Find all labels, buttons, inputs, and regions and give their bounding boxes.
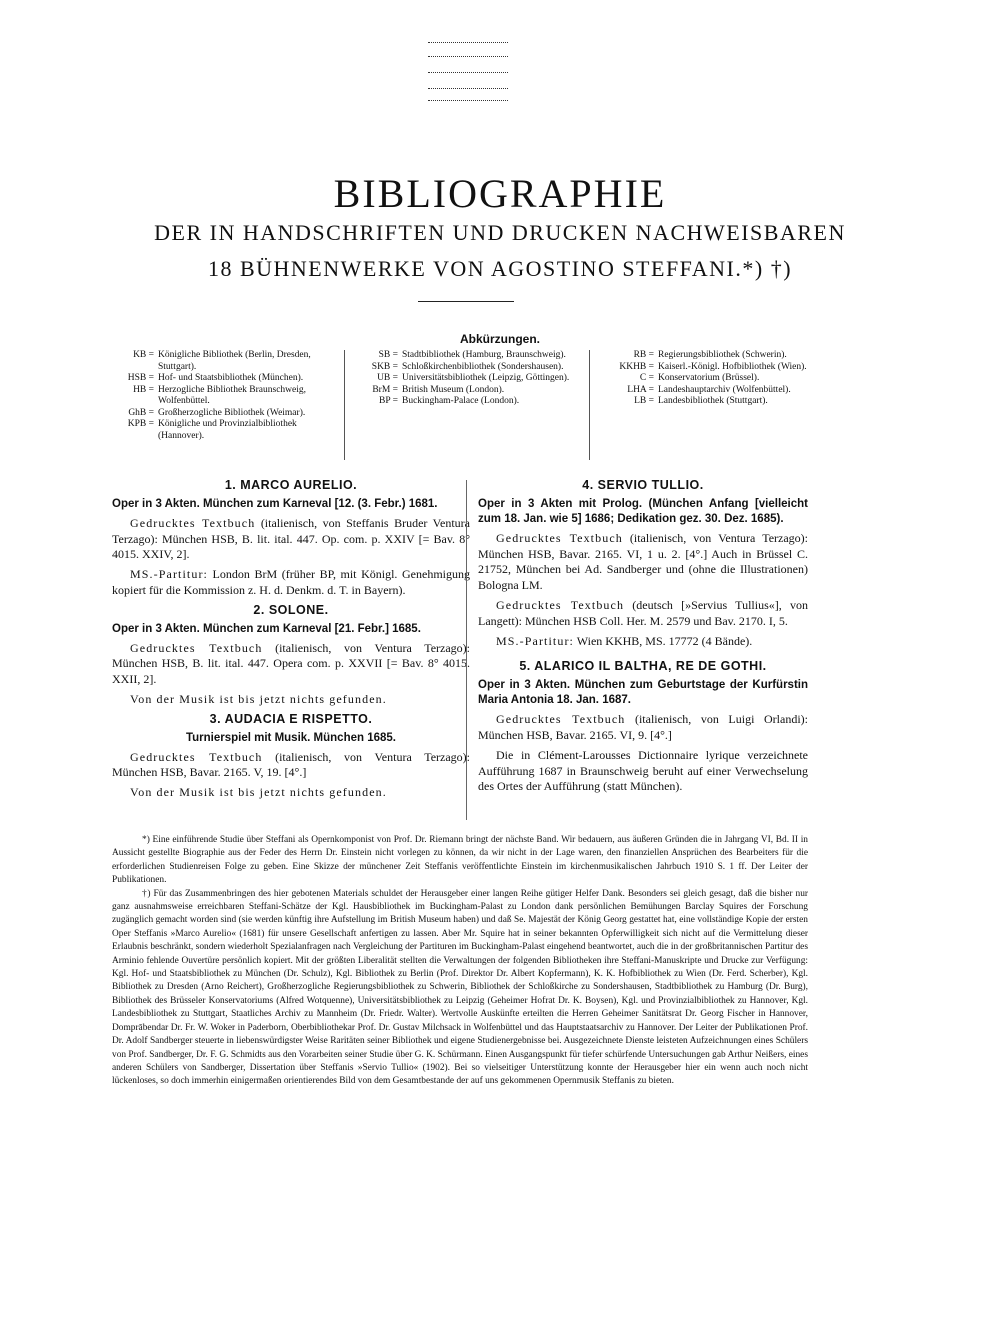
entry-paragraph: Die in Clément-Larousses Dictionnaire lyrique verzeichnete Aufführung 1687 in Braunschweig beruht auf einer Verwechselung des Ortes der Aufführung (statt München). <box>478 747 808 794</box>
abbreviation-row <box>594 362 829 374</box>
entry-subtitle: Oper in 3 Akten mit Prolog. (München Anfang [vielleicht zum 18. Jan. wie 5] 1686; Dedikation gez. 30. Dez. 1685). <box>478 497 808 525</box>
abbr-key: GhB = <box>128 407 154 418</box>
abbr-value: Königliche und Provinzialbibliothek (Hannover). <box>158 419 297 441</box>
subtitle-line-1: DER IN HANDSCHRIFTEN UND DRUCKEN NACHWEISBAREN <box>154 220 846 245</box>
library-stamp <box>420 38 510 108</box>
abbreviation-row <box>110 408 340 420</box>
abbreviation-row <box>110 350 340 373</box>
abbreviation-row <box>350 350 585 362</box>
entry-alarico <box>478 659 808 795</box>
abbr-key: LHA = <box>627 384 654 395</box>
paragraph-lead: Gedrucktes Textbuch <box>130 515 256 530</box>
abbr-key: UB = <box>377 373 398 383</box>
abbreviation-row <box>110 385 340 408</box>
abbr-value: Schloßkirchenbibliothek (Sondershausen). <box>402 361 564 372</box>
abbr-key: SKB = <box>371 361 398 372</box>
right-column <box>478 478 808 799</box>
entry-title: 3. AUDACIA E RISPETTO. <box>209 711 373 726</box>
entry-subtitle: Turnierspiel mit Musik. München 1685. <box>185 731 397 744</box>
abbreviation-row <box>350 385 585 397</box>
subtitle-line-2: 18 BÜHNENWERKE VON AGOSTINO STEFFANI.*) †) <box>207 256 793 281</box>
abbreviation-row <box>350 396 585 408</box>
paragraph-text: (italienisch, von Ventura Terzago): München HSB, B. lit. ital. 447. Opera com. p. XXVII [= Bav. 8° 4015. XXII, 2]. <box>112 640 471 687</box>
abbreviation-row <box>350 373 585 385</box>
abbreviation-row <box>110 373 340 385</box>
entry-title: 5. ALARICO IL BALTHA, RE DE GOTHI. <box>519 659 767 674</box>
abbr-key: KB = <box>133 350 154 360</box>
paragraph-text: (italienisch, von Steffanis Bruder Ventura Terzago): München HSB, B. lit. ital. 447. Op. com. p. XXIV [= Bav. 8° 4015. XXIV, 2]. <box>112 515 470 562</box>
abbr-value: Stadtbibliothek (Hamburg, Braunschweig). <box>402 350 566 360</box>
paragraph-lead: MS.-Partitur: <box>496 633 574 648</box>
abbr-value: Landesbibliothek (Stuttgart). <box>658 396 768 406</box>
abbr-value: Universitätsbibliothek (Leipzig, Göttingen). <box>402 373 570 383</box>
abbr-value: Hof- und Staatsbibliothek (München). <box>158 373 304 383</box>
abbr-value: Kaiserl.-Königl. Hofbibliothek (Wien). <box>658 361 807 372</box>
entry-subtitle: Oper in 3 Akten. München zum Karneval [21. Febr.] 1685. <box>112 622 421 635</box>
paragraph-text: London BrM (früher BP, mit Königl. Genehmigung kopiert für die Kommission z. H. d. Denkm. d. T. in Bayern). <box>112 567 470 597</box>
abbreviation-row <box>110 419 340 442</box>
footnote-editor: *) Eine einführende Studie über Steffani als Opernkomponist von Prof. Dr. Riemann bringt der nächste Band. Wir bedauern, aus äußeren Gründen die in Jahrgang VI, Bd. II in Aussicht gestellte Biographie aus der Feder des Herrn Dr. Einstein nicht vorlegen zu können, da wir nicht in der Lage waren, den finanziellen Ansprüchen des Bearbeiters für die erforderlichen Studienreisen Folge zu geben. Eine Skizze der münchener Zeit Steffanis veröffentlichte Einstein im kirchenmusikalischen Jahrbuch 1910 S. 1 ff. Der Leiter der Publikationen. <box>112 835 808 886</box>
abbreviations-column-2 <box>350 350 585 408</box>
paragraph-lead: Gedrucktes Textbuch <box>496 597 625 612</box>
paragraph-text: Wien KKHB, MS. 17772 (4 Bände). <box>576 633 753 648</box>
abbreviations-divider-1 <box>344 350 345 460</box>
paragraph-lead: Gedrucktes Textbuch <box>496 712 626 727</box>
abbr-value: Königliche Bibliothek (Berlin, Dresden, Stuttgart). <box>158 350 311 372</box>
abbr-value: British Museum (London). <box>402 384 505 395</box>
abbreviation-row <box>350 362 585 374</box>
entry-title: 2. SOLONE. <box>253 602 329 617</box>
entry-servio-tullio <box>478 478 808 649</box>
abbreviations-heading: Abkürzungen. <box>460 332 540 346</box>
paragraph-lead: MS.-Partitur: <box>130 567 208 582</box>
footnotes <box>112 834 808 1089</box>
abbr-key: SB = <box>378 350 398 360</box>
paragraph-text: (italienisch, von Ventura Terzago): München HSB, Bavar. 2165. V, 19. [4°.] <box>112 749 471 780</box>
entry-marco-aurelio <box>112 478 470 599</box>
entry-paragraph: Von der Musik ist bis jetzt nichts gefunden. <box>130 785 387 800</box>
entry-audacia-e-rispetto <box>112 712 470 801</box>
abbr-value: Regierungsbibliothek (Schwerin). <box>658 350 787 360</box>
paragraph-text: (italienisch, von Luigi Orlandi): München HSB, Bavar. 2165. VI, 9. [4°.] <box>478 712 808 742</box>
abbreviations-divider-2 <box>589 350 590 460</box>
entry-paragraph <box>112 516 470 563</box>
title-rule <box>418 301 514 302</box>
entry-paragraph <box>478 531 808 594</box>
paragraph-lead: Gedrucktes Textbuch <box>130 749 263 764</box>
entry-paragraph: Von der Musik ist bis jetzt nichts gefunden. <box>130 691 387 706</box>
paragraph-text: (deutsch [»Servius Tullius«], von Langett): München HSB Coll. Her. M. 2579 und Bav. 2170. I, 5. <box>478 597 808 628</box>
abbr-key: HB = <box>133 384 154 395</box>
abbr-key: C = <box>639 373 654 383</box>
page-title: BIBLIOGRAPHIE <box>333 171 667 216</box>
footnote-acknowledgements: †) Für das Zusammenbringen des hier gebotenen Materials schuldet der Herausgeber einer langen Reihe gütiger Helfer Dank. Besonders sei gleich gesagt, daß die bisher nur ganz ausnahmsweise erreichbaren Steffani-Schätze der Kgl. Hausbibliothek im Buckingham-Palast zu London dank persönlichen Bemühungen Barclay Squires der Forschung zugänglich gemacht worden sind (sie werden künftig ihre Aufstellung im British Museum haben) und daß Se. Majestät der König Georg gestattet hat, eine vollständige Kopie der ersten Oper Steffanis »Marco Aurelio« (1681) für unsere Gesellschaft anfertigen zu lassen. Aber Mr. Squire hat in seiner bekannten Opferwilligkeit sich nicht auf die Vermittelung dieser Erlaubnis beschränkt, sondern wiederholt Spezialanfragen nach Vergleichung der Partituren im Buckingham-Palast eingehend beantwortet, auch die in der großbritannischen Partitur des Arminio fehlende Ouvertüre persönlich kopiert. Mit der größten Liberalität stellten die Verwaltungen der folgenden Bibliotheken ihre Steffani-Manuskripte und Drucke zur Verfügung: Kgl. Hof- und Staatsbibliothek zu München (Dr. Schulz), Kgl. Bibliothek zu Berlin (Prof. Direktor Dr. Albert Kopfermann), K. K. Hofbibliothek zu Wien (Dr. Ferd. Scherber), Kgl. Bibliothek zu Dresden (Arno Reichert), Großherzogliche Regierungsbibliothek zu Schwerin, Bibliothek der Schloßkirche zu Sondershausen, Stadtbibliothek zu Hamburg (Dr. Burg), Bibliothek des Brüsseler Konservatoriums (Alfred Wotquenne), Universitätsbibliothek zu Leipzig (Geheimer Hofrat Dr. K. Boysen), Kgl. und Provinzialbibliothek zu Hannover, Kgl. Landesbibliothek zu Stuttgart, Staatliches Archiv zu Mannheim (Dr. Friedr. Walter). Wertvolle Auskünfte erteilten die Herren Geheimer Sanitätsrat Dr. Georg Fischer in Hannover, Domprābendar Dr. Fr. W. Woker in Paderborn, Oberbibliothekar Prof. Dr. Gustav Milchsack in Wolfenbüttel und das Hauptstaatsarchiv zu Hannover. Der Leiter der Publikationen Prof. Dr. Adolf Sandberger steuerte in liebenswürdigster Weise Raritäten seiner Bibliothek und eigene Studienergebnisse bei. Ausgezeichnete Dienste leisteten Aufzeichnungen eines Schülers von Prof. Sandberger, Dr. F. G. Schmidts aus den Vorarbeiten seiner Studie über G. K. Schürmann. Einen Ausgangspunkt für tiefer schürfende Untersuchungen gab Arthur Neißers, eines anderen Schülers von Sandberger, Dissertation über Steffanis »Servio Tullio« (1902). Bei so vielseitiger Unterstützung konnte der Herausgeber hier ein wenn auch noch nicht lückenloses, so doch immerhin einigermaßen orientierendes Bild von dem Gesamtbestande der auf uns gekommenen Opernmusik Steffanis zu bieten. <box>112 888 808 1087</box>
abbr-key: HSB = <box>127 373 154 383</box>
paragraph-text: (italienisch, von Ventura Terzago): München HSB, Bavar. 2165. VI, 1 u. 2. [4°.] Auch in Brüssel C. 21752, München bei Ad. Sandberger und (ohne die Illustrationen) Bologna LM. <box>478 530 808 593</box>
paragraph-lead: Gedrucktes Textbuch <box>496 530 623 545</box>
entry-title: 1. MARCO AURELIO. <box>224 478 358 492</box>
abbr-key: BP = <box>379 396 398 406</box>
abbr-key: RB = <box>633 350 654 360</box>
entry-paragraph <box>478 634 808 650</box>
entry-solone <box>112 603 470 708</box>
abbreviation-row <box>594 396 829 408</box>
column-divider <box>466 480 467 820</box>
entry-paragraph <box>112 567 470 599</box>
abbr-value: Landeshauptarchiv (Wolfenbüttel). <box>658 384 791 395</box>
abbreviation-row <box>594 350 829 362</box>
abbr-value: Buckingham-Palace (London). <box>402 396 520 406</box>
entry-title: 4. SERVIO TULLIO. <box>582 478 704 492</box>
paragraph-lead: Gedrucktes Textbuch <box>130 640 263 655</box>
abbr-key: KPB = <box>127 419 154 429</box>
abbreviations-column-1 <box>110 350 340 442</box>
entry-paragraph <box>478 712 808 744</box>
entry-paragraph <box>112 750 470 782</box>
abbr-value: Herzogliche Bibliothek Braunschweig, Wolfenbüttel. <box>158 384 307 406</box>
abbr-key: BrM = <box>372 384 398 395</box>
abbreviation-row <box>594 385 829 397</box>
entry-subtitle: Oper in 3 Akten. München zum Karneval [12. (3. Febr.) 1681. <box>112 497 438 510</box>
abbr-value: Konservatorium (Brüssel). <box>658 373 760 383</box>
abbreviation-row <box>594 373 829 385</box>
left-column <box>112 478 470 805</box>
abbr-key: LB = <box>634 396 654 406</box>
entry-paragraph <box>112 641 470 688</box>
abbr-value: Großherzogliche Bibliothek (Weimar). <box>158 407 306 418</box>
abbr-key: KKHB = <box>619 361 654 372</box>
entry-paragraph <box>478 598 808 630</box>
entry-subtitle: Oper in 3 Akten. München zum Geburtstage der Kurfürstin Maria Antonia 18. Jan. 1687. <box>478 679 808 707</box>
abbreviations-column-3 <box>594 350 829 408</box>
